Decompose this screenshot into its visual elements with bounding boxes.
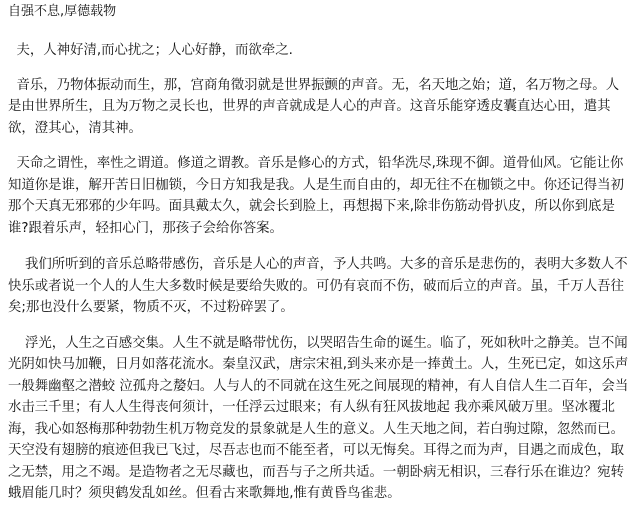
- paragraph-5: 浮光，人生之百感交集。人生不就是略带忧伤，以哭昭告生命的诞生。临了，死如秋叶之静美。岂不闻光阴如快马加鞭，日月如落花流水。秦皇汉武，唐宗宋祖,到头来亦是一捧黄土。人，生死已定，如这乐声一般舞幽壑之潜蛟 泣孤舟之嫠妇。人与人的不同就在这生死之间展现的精神，有人自信人生二百年，会当水击三千里；有人人生得丧何须计，一任浮云过眼来；有人纵有狂风拔地起 我亦乘风破万里。坚冰覆北海，我心如怒梅那种勃勃生机万物竞发的景象就是人生的意义。人生天地之间，若白驹过隙，忽然而已。天空没有翅膀的痕迹但我已飞过，尽吾志也而不能至者，可以无悔矣。耳得之而为声，目遇之而成色，取之无禁，用之不竭。是造物者之无尽藏也，而吾与子之所共适。一朝卧病无相识，三春行乐在谁边？宛转蛾眉能几时？须臾鹤发乱如丝。但看古来歌舞地,惟有黄昏鸟雀悲。: [8, 335, 629, 501]
- paragraph-4: 我们所听到的音乐总略带感伤，音乐是人心的声音，予人共鸣。大多的音乐是悲伤的，表明大多数人不快乐或者说一个人的人生大多数时候是要给失败的。可仍有哀而不伤，破而后立的声音。虽，千万人吾往矣;那也没什么要紧，物质不灭，不过粉碎罢了。: [8, 257, 628, 315]
- paragraph-2: 音乐，乃物体振动而生，那，宫商角徵羽就是世界振颤的声音。无，名天地之始；道，名万物之母。人是由世界所生，且为万物之灵长也，世界的声音就成是人心的声音。这音乐能穿透皮囊直达心田，遣其欲，澄其心，清其神。: [8, 77, 620, 136]
- document-title: 自强不息,厚德载物: [8, 4, 117, 19]
- paragraph-1: 夫，人神好清,而心扰之；人心好静，而欲牵之.: [8, 43, 293, 58]
- paragraph-3: 天命之谓性，率性之谓道。修道之谓教。音乐是修心的方式，铅华洗尽,珠现不御。道骨仙风。它能让你知道你是谁，解开苦日旧枷锁，今日方知我是我。人是生而自由的，却无往不在枷锁之中。你还记得当初那个天真无邪邪的少年吗。面具戴太久，就会长到脸上，再想揭下来,除非伤筋动骨扒皮，所以你到底是谁?跟着乐声，轻扣心门，那孩子会给你答案。: [8, 156, 624, 236]
